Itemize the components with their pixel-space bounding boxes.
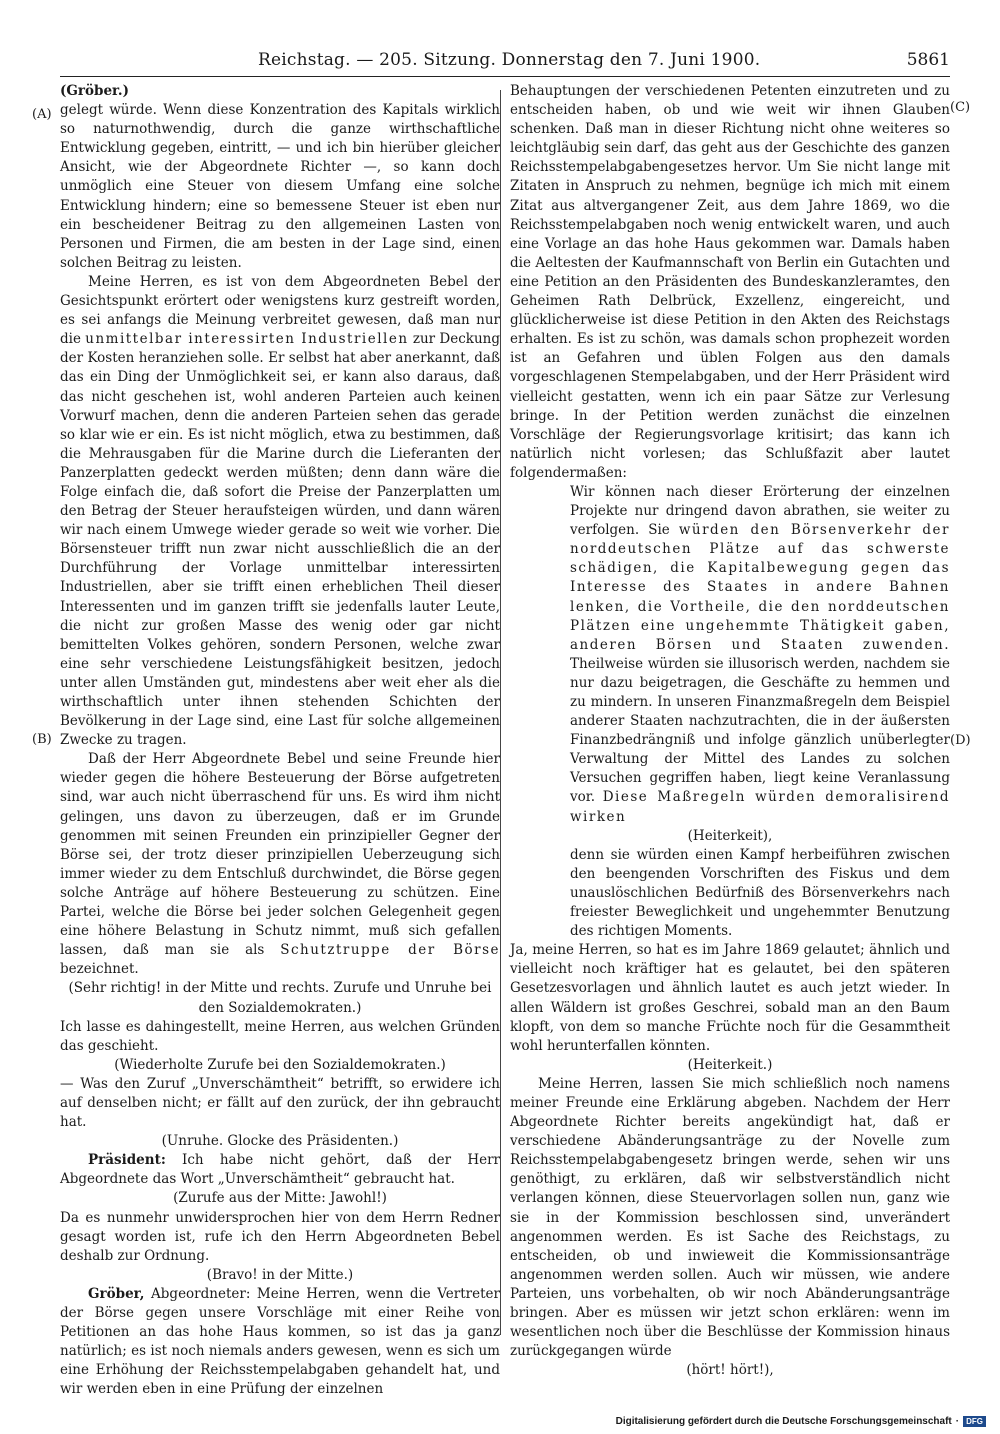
speaker-continuation: (Gröber.) (60, 83, 130, 99)
margin-marker-c: (C) (950, 100, 971, 115)
header-rule (60, 76, 950, 77)
paragraph: Ich lasse es dahingestellt, meine Herren, aus welchen Gründen das geschieht. (60, 1018, 500, 1054)
speaker-label: Gröber, (88, 1285, 145, 1302)
paragraph: gelegt würde. Wenn diese Konzentration des Kapitals wirklich so naturnothwendig, durch die ganze wirthschaftliche Entwicklung gegeben, eintritt, — und ich bin hierüber gleicher Ansicht, wie der Abgeordnete Richter —, so kann doch unmöglich eine Steuer von diesem Umfang eine solche Entwicklung hindern; eine so bemessene Steuer ist eben nur ein bescheidener Beitrag zu den allgemeinen Lasten von Personen und Firmen, die am besten in der Lage sind, einen solchen Beitrag zu leisten. (60, 102, 500, 271)
interjection: (Sehr richtig! in der Mitte und rechts. Zurufe und Unruhe bei den Sozialdemokraten.) (68, 980, 492, 1016)
left-column (60, 82, 500, 1399)
quotation: Wir können nach dieser Erörterung der einzelnen Projekte nur dringend davon abrathen, sie weiter zu verfolgen. Sie würden den Börsenverkehr der norddeutschen Plätze auf das schwerste schädigen, die Kapitalbewegung gegen das Interesse des Staates in andere Bahnen lenken, die Vortheile, die den norddeutschen Plätzen eine ungehemmte Thätigkeit gaben, anderen Börsen und Staaten zuwenden. Theilweise würden sie illusorisch werden, nachdem sie nur dazu beigetragen, die Geschäfte zu hemmen und zu mindern. In unseren Finanzmaßregeln dem Beispiel anderer Staaten nachzutrachten, die in der äußersten Finanzbedrängniß und infolge gänzlich unüberlegter Verwaltung der Mittel des Landes zu solchen Versuchen gegriffen haben, liegt keine Veranlassung vor. Diese Maßregeln würden demoralisirend wirken (570, 483, 950, 825)
margin-marker-d: (D) (950, 733, 971, 748)
credit-text: Digitalisierung gefördert durch die Deutsche Forschungsgemeinschaft (615, 1416, 952, 1427)
interjection: (Zurufe aus der Mitte: Jawohl!) (173, 1190, 387, 1207)
interjection: (Wiederholte Zurufe bei den Sozialdemokraten.) (114, 1056, 446, 1073)
interjection: (Heiterkeit), (687, 827, 773, 844)
speaker-statement: Gröber, Abgeordneter: Meine Herren, wenn die Vertreter der Börse gegen unsere Vorschläge mit einer Reihe von Petitionen an das hohe Haus kommen, so ist das ja ganz natürlich; es ist noch niemals anders gewesen, wenn es sich um eine Erhöhung der Reichsstempelabgaben gehandelt hat, und wir werden eben in eine Prüfung der einzelnen (60, 1285, 500, 1398)
paragraph: Ja, meine Herren, so hat es im Jahre 1869 gelautet; ähnlich und vielleicht noch kräftiger hat es gelautet, bei den späteren Gesetzesvorlagen und ähnlich lautet es auch jetzt wieder. In allen Wäldern ist großes Geschrei, sobald man an den Baum klopft, von dem so manche Früchte noch für die Gesammtheit wohl herunterfallen könnten. (510, 942, 950, 1054)
interjection: (Bravo! in der Mitte.) (206, 1266, 354, 1283)
page-header (60, 50, 950, 76)
column-divider (500, 90, 501, 1335)
president-statement: Präsident: Ich habe nicht gehört, daß der Herr Abgeordnete das Wort „Unverschämtheit“ gebraucht hat. (60, 1152, 500, 1188)
interjection: (Heiterkeit.) (687, 1056, 773, 1073)
quotation: denn sie würden einen Kampf herbeiführen zwischen den beengenden Vorschriften des Fiskus und dem unauslöschlichen Bedürfniß des Börsenverkehrs nach freiester Beweglichkeit und ungehemmter Benutzung des richtigen Moments. (570, 846, 950, 940)
interjection: (Unruhe. Glocke des Präsidenten.) (161, 1133, 399, 1150)
paragraph: Da es nunmehr unwidersprochen hier von dem Herrn Redner gesagt worden ist, rufe ich den Herrn Abgeordneten Bebel deshalb zur Ordnung. (60, 1209, 500, 1264)
paragraph: — Was den Zuruf „Unverschämtheit“ betrifft, so erwidere ich auf denselben nicht; er fällt auf den zurück, der ihn gebraucht hat. (60, 1075, 500, 1131)
paragraph: Meine Herren, es ist von dem Abgeordneten Bebel der Gesichtspunkt erörtert oder wenigstens kurz gestreift worden, es sei anfangs die Meinung verbreitet gewesen, daß man nur die unmittelbar interessirten Industriellen zur Deckung der Kosten heranziehen solle. Er selbst hat aber anerkannt, daß das ein Ding der Unmöglichkeit sei, er kann also daraus, daß das nicht geschehen ist, wohl anderen Parteien auch keinen Vorwurf machen, denn die anderen Parteien sehen das gerade so klar wie er ein. Es ist nicht möglich, etwa zu bestimmen, daß die Mehrausgaben für die Marine durch die Lieferanten der Panzerplatten gedeckt werden müßten; denn dann wäre die Folge einfach die, daß sofort die Preise der Panzerplatten um den Betrag der Steuer heraufsteigen würden, und dann wären wir nach einem Umwege wieder gerade so weit wie vorher. Die Börsensteuer trifft nun zwar nicht ausschließlich die an der Durchführung der Vorlage unmittelbar interessirten Industriellen, aber sie trifft einen erheblichen Theil dieser Interessenten und im ganzen trifft sie jedenfalls lauter Leute, die nicht zur großen Masse des wenig oder gar nicht bemittelten Volkes gehören, sondern Personen, welche zwar eine sehr verschiedene Leistungsfähigkeit besitzen, jedoch unter allen Umständen gut, mindestens aber weit eher als die wirthschaftlich unter ihnen stehenden Schichten der Bevölkerung in der Lage sind, eine Last für solche allgemeinen Zwecke zu tragen. (60, 273, 500, 749)
right-column (510, 82, 950, 1380)
dfg-logo: DFG (963, 1416, 986, 1427)
paragraph: Behauptungen der verschiedenen Petenten einzutreten und zu entscheiden haben, ob und wie weit wir ihnen Glauben schenken. Daß man in dieser Richtung nicht ohne weiteres so leichtgläubig sein darf, das geht aus der Geschichte des ganzen Reichsstempelabgabengesetzes hervor. Um Sie nicht lange mit Zitaten in Anspruch zu nehmen, begnüge ich mich mit einem Zitat aus altvergangener Zeit, aus dem Jahre 1869, wo die Reichsstempelabgaben noch wenig entwickelt waren, und auch eine Vorlage an das hohe Haus gekommen war. Damals haben die Aeltesten der Kaufmannschaft von Berlin ein Gutachten und eine Petition an den Präsidenten des Bundeskanzleramtes, den Geheimen Rath Delbrück, Exzellenz, eingereicht, und glücklicherweise ist diese Petition in den Akten des Reichstags erhalten. Es ist zu schön, was damals schon prophezeit worden ist an Gefahren und üblen Folgen aus den damals vorgeschlagenen Stempelabgaben, und der Herr Präsident wird vielleicht gestatten, wenn ich ein paar Sätze zur Verlesung bringe. In der Petition werden zunächst die einzelnen Vorschläge der Regierungsvorlage kritisirt; das kann ich natürlich nicht vorlesen; das Schlußfazit aber lautet folgendermaßen: (510, 83, 950, 481)
speaker-label: Präsident: (88, 1152, 166, 1169)
margin-marker-a: (A) (32, 107, 52, 122)
digitization-credit (616, 1416, 986, 1427)
paragraph: Daß der Herr Abgeordnete Bebel und seine Freunde hier wieder gegen die höhere Besteuerung der Börse aufgetreten sind, war auch nicht überraschend für uns. Es wird ihm nicht gelingen, uns davon zu überzeugen, daß er im Grunde genommen mit seinen Freunden ein prinzipieller Gegner der Börse sei, der trotz dieser prinzipiellen Ueberzeugung sich immer wieder zu dem Entschluß durchwindet, die Börse gegen solche Anträge auf höhere Besteuerung zu schützen. Eine Partei, welche die Börse bei jeder solchen Gelegenheit gegen eine höhere Belastung in Schutz nimmt, muß sich gefallen lassen, daß man sie als Schutztruppe der Börse bezeichnet. (60, 751, 500, 978)
paragraph: Meine Herren, lassen Sie mich schließlich noch namens meiner Freunde eine Erklärung abgeben. Nachdem der Herr Abgeordnete Richter bereits angekündigt hat, daß er verschiedene Abänderungsanträge zu der Novelle zum Reichsstempelabgabengesetz bringen werde, sehen wir uns genöthigt, zu erklären, daß wir selbstverständlich nicht verlangen können, diese Steuervorlagen sollen nun, ganz wie sie in der Kommission beschlossen sind, unverändert angenommen werden. Es ist Sache des Reichstags, zu entscheiden, ob und inwieweit die Kommissionsanträge angenommen werden sollen. Auch wir müssen, wie andere Parteien, uns vorbehalten, ob wir noch Abänderungsanträge bringen. Aber es müssen wir jetzt schon erklären: wenn im wesentlichen noch über die Beschlüsse der Kommission hinaus zurückgegangen würde (510, 1075, 950, 1360)
interjection: (hört! hört!), (686, 1362, 774, 1379)
margin-marker-b: (B) (32, 732, 52, 747)
running-title: Reichstag. — 205. Sitzung. Donnerstag den 7. Juni 1900. (258, 50, 761, 70)
separator-dot: · (955, 1416, 960, 1427)
page-number: 5861 (906, 50, 950, 70)
